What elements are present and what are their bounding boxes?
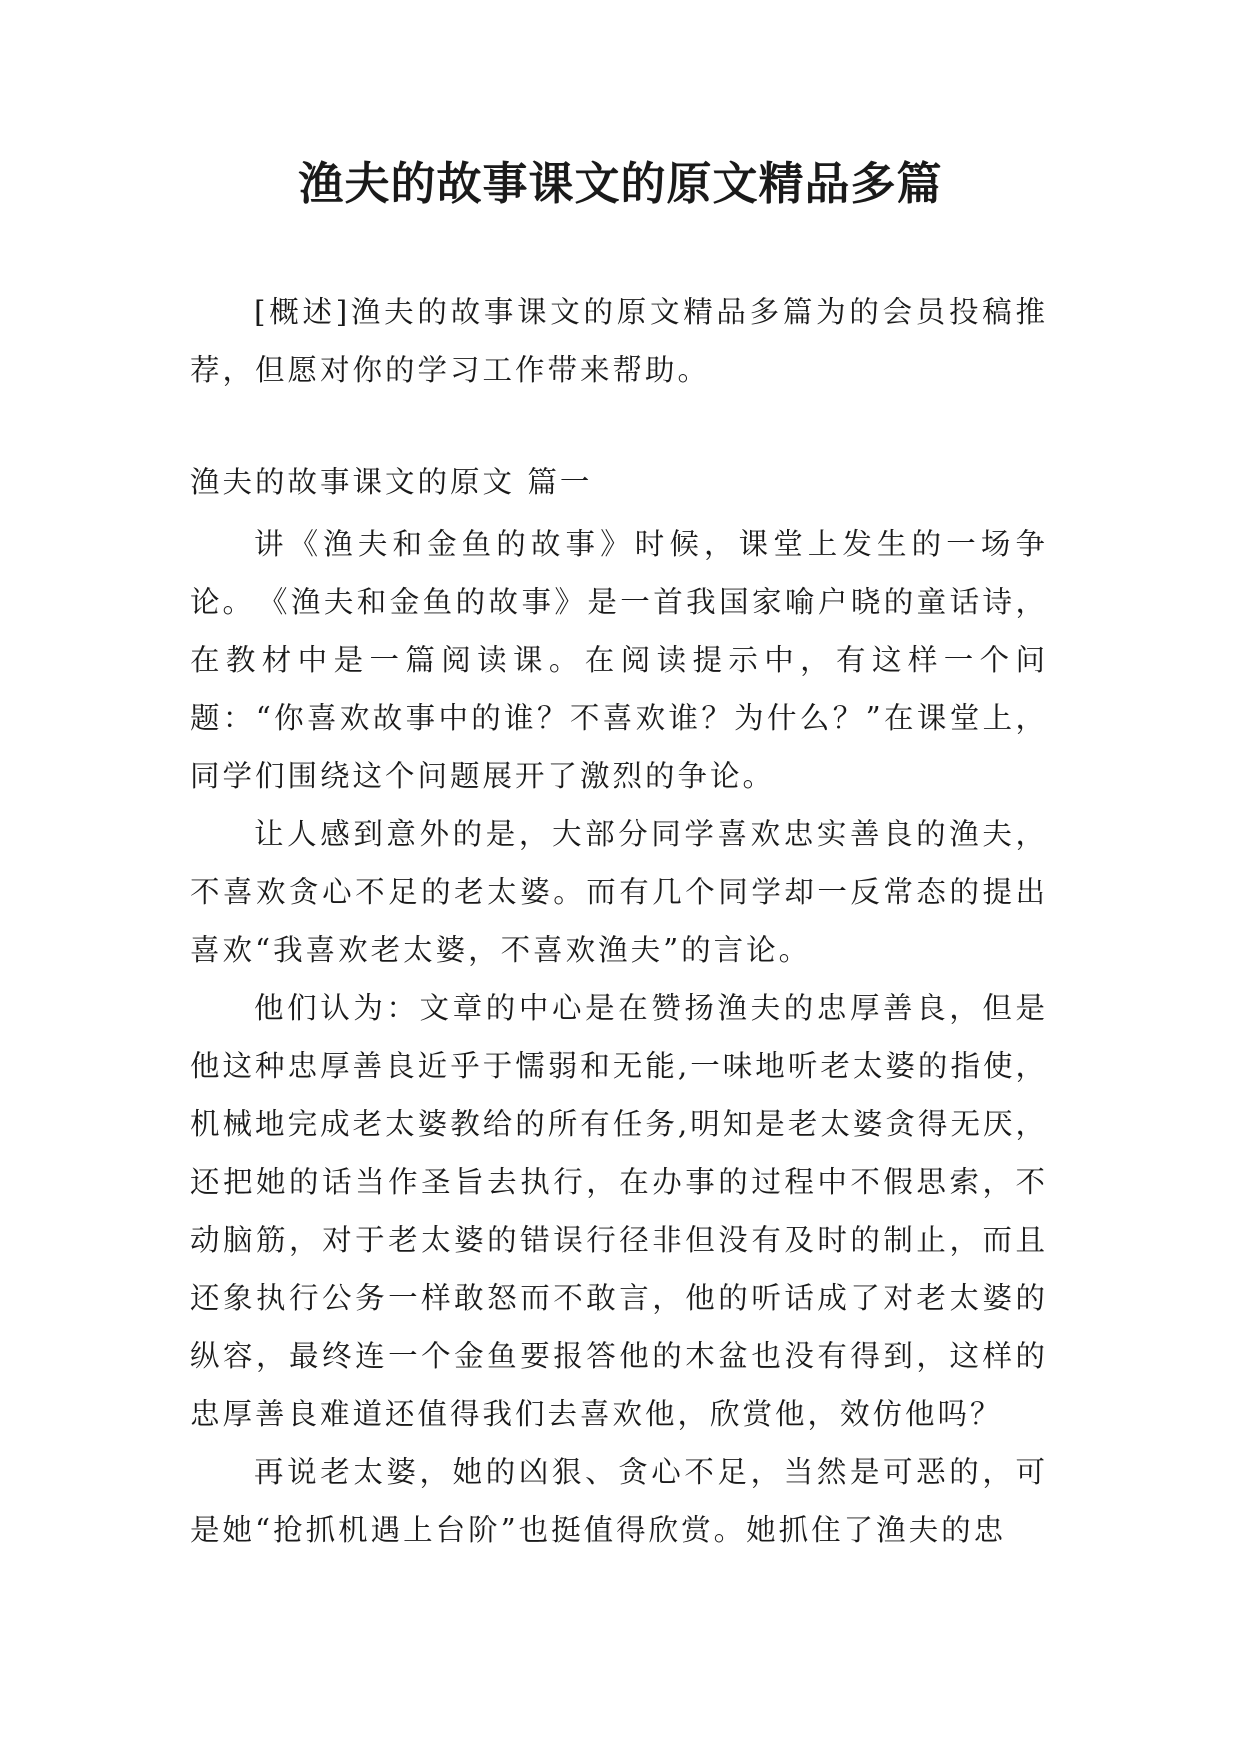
document-title: 渔夫的故事课文的原文精品多篇 [298, 157, 943, 210]
summary-paragraph: [概述]渔夫的故事课文的原文精品多篇为的会员投稿推荐，但愿对你的学习工作带来帮助。 [190, 295, 1048, 387]
body-paragraph: 再说老太婆，她的凶狠、贪心不足，当然是可恶的，可是她“抢抓机遇上台阶”也挺值得欣赏。她抓住了渔夫的忠 [190, 1455, 1048, 1547]
body-paragraph: 他们认为：文章的中心是在赞扬渔夫的忠厚善良，但是他这种忠厚善良近乎于懦弱和无能,一味地听老太婆的指使，机械地完成老太婆教给的所有任务,明知是老太婆贪得无厌，还把她的话当作圣旨去执行，在办事的过程中不假思索，不动脑筋，对于老太婆的错误行径非但没有及时的制止，而且还象执行公务一样敢怒而不敢言，他的听话成了对老太婆的纵容，最终连一个金鱼要报答他的木盆也没有得到，这样的忠厚善良难道还值得我们去喜欢他，欣赏他，效仿他吗？ [190, 991, 1048, 1431]
body-paragraph: 让人感到意外的是，大部分同学喜欢忠实善良的渔夫，不喜欢贪心不足的老太婆。而有几个同学却一反常态的提出喜欢“我喜欢老太婆，不喜欢渔夫”的言论。 [190, 817, 1048, 967]
body-paragraph: 《渔夫和金鱼的故事》是一首我国家喻户晓的童话诗，在教材中是一篇阅读课。在阅读提示中，有这样一个问题：“你喜欢故事中的谁？不喜欢谁？为什么？”在课堂上，同学们围绕这个问题展开了激烈的争论。 [190, 585, 1048, 793]
section-heading: 渔夫的故事课文的原文 篇一 [190, 465, 593, 499]
body-paragraph: 讲《渔夫和金鱼的故事》时候，课堂上发生的一场争论。 [190, 527, 1048, 619]
